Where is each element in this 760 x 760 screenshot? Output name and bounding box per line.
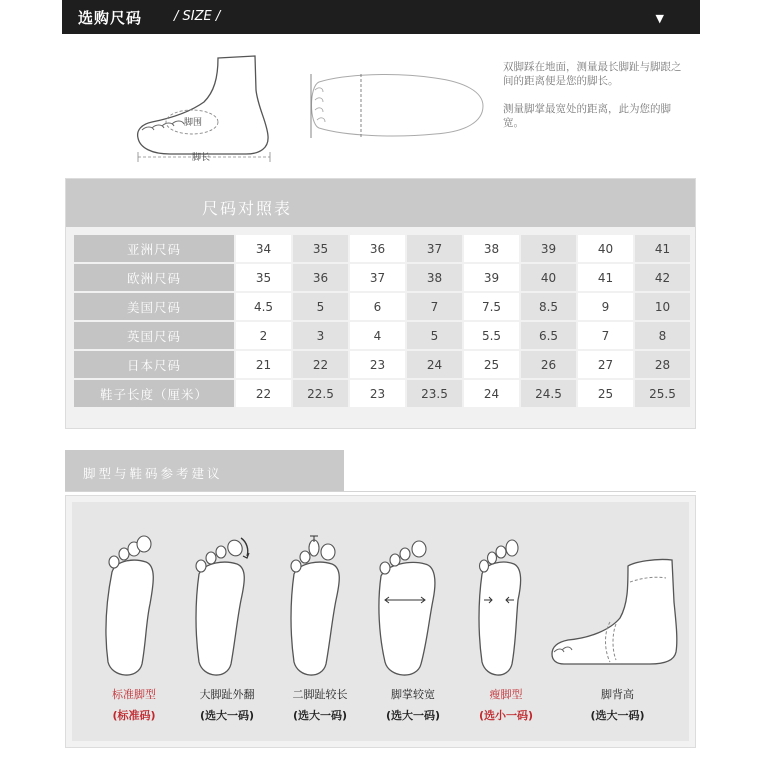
size-table-row bbox=[74, 293, 690, 320]
size-cell: 38 bbox=[464, 235, 519, 262]
size-table-row bbox=[74, 235, 690, 262]
size-cell: 35 bbox=[236, 264, 291, 291]
size-cell: 24.5 bbox=[521, 380, 576, 407]
size-cell: 24 bbox=[464, 380, 519, 407]
size-cell: 8.5 bbox=[521, 293, 576, 320]
size-cell: 40 bbox=[521, 264, 576, 291]
size-cell: 22 bbox=[236, 380, 291, 407]
size-cell: 3 bbox=[293, 322, 348, 349]
size-cell: 36 bbox=[350, 235, 405, 262]
size-row-header: 英国尺码 bbox=[74, 322, 234, 349]
chevron-down-icon[interactable]: ▼ bbox=[655, 12, 664, 25]
size-cell: 7 bbox=[407, 293, 462, 320]
size-table-panel bbox=[65, 178, 696, 429]
size-cell: 41 bbox=[635, 235, 690, 262]
size-cell: 5 bbox=[293, 293, 348, 320]
measure-width-text: 测量脚掌最宽处的距离，此为您的脚宽。 bbox=[503, 103, 671, 129]
foot-type-advice: (选小一码) bbox=[478, 709, 534, 722]
size-table-title: 尺码对照表 bbox=[202, 199, 293, 218]
size-cell: 25 bbox=[578, 380, 633, 407]
foot-type-name: 脚掌较宽 bbox=[391, 688, 435, 701]
foot-top-measure-icon bbox=[305, 66, 490, 144]
standard-foot-icon bbox=[84, 522, 184, 682]
size-cell: 2 bbox=[236, 322, 291, 349]
size-row-header: 亚洲尺码 bbox=[74, 235, 234, 262]
foot-type-advice: (选大一码) bbox=[385, 709, 441, 722]
foot-type-standard bbox=[84, 502, 184, 741]
size-cell: 41 bbox=[578, 264, 633, 291]
size-cell: 22 bbox=[293, 351, 348, 378]
bunion-foot-icon bbox=[177, 522, 277, 682]
foot-type-advice: (选大一码) bbox=[590, 709, 645, 722]
size-cell: 25 bbox=[464, 351, 519, 378]
size-row-header: 美国尺码 bbox=[74, 293, 234, 320]
size-table-row bbox=[74, 322, 690, 349]
size-cell: 9 bbox=[578, 293, 633, 320]
size-row-header: 鞋子长度（厘米） bbox=[74, 380, 234, 407]
size-cell: 7.5 bbox=[464, 293, 519, 320]
size-cell: 25.5 bbox=[635, 380, 690, 407]
size-cell: 23.5 bbox=[407, 380, 462, 407]
size-table-row bbox=[74, 264, 690, 291]
size-cell: 42 bbox=[635, 264, 690, 291]
size-cell: 21 bbox=[236, 351, 291, 378]
size-cell: 39 bbox=[521, 235, 576, 262]
size-cell: 4 bbox=[350, 322, 405, 349]
length-label: 脚长 bbox=[192, 153, 211, 163]
foot-type-name: 二脚趾较长 bbox=[292, 688, 348, 701]
size-table-title-bar bbox=[66, 179, 695, 227]
foot-type-high-instep bbox=[550, 502, 685, 741]
size-chart-table bbox=[72, 233, 692, 409]
size-cell: 7 bbox=[578, 322, 633, 349]
size-row-header: 日本尺码 bbox=[74, 351, 234, 378]
foot-type-inner bbox=[72, 502, 689, 741]
foot-type-name: 瘦脚型 bbox=[489, 688, 523, 701]
foot-type-advice: (标准码) bbox=[112, 709, 156, 722]
high-instep-foot-icon bbox=[550, 522, 685, 682]
foot-type-thin bbox=[456, 502, 556, 741]
size-cell: 10 bbox=[635, 293, 690, 320]
size-cell: 28 bbox=[635, 351, 690, 378]
foot-type-tab bbox=[65, 450, 344, 492]
foot-type-bunion bbox=[177, 502, 277, 741]
size-cell: 4.5 bbox=[236, 293, 291, 320]
size-cell: 24 bbox=[407, 351, 462, 378]
header-bar bbox=[62, 0, 700, 34]
size-cell: 5.5 bbox=[464, 322, 519, 349]
size-cell: 37 bbox=[407, 235, 462, 262]
size-cell: 36 bbox=[293, 264, 348, 291]
foot-type-advice: (选大一码) bbox=[292, 709, 348, 722]
header-title: 选购尺码 bbox=[78, 9, 143, 27]
foot-type-advice: (选大一码) bbox=[199, 709, 255, 722]
thin-foot-icon bbox=[456, 522, 556, 682]
foot-type-title: 脚型与鞋码参考建议 bbox=[83, 466, 223, 481]
size-cell: 22.5 bbox=[293, 380, 348, 407]
long-second-toe-foot-icon bbox=[270, 522, 370, 682]
size-row-header: 欧洲尺码 bbox=[74, 264, 234, 291]
size-cell: 26 bbox=[521, 351, 576, 378]
foot-type-name: 标准脚型 bbox=[112, 688, 156, 701]
girth-label: 脚围 bbox=[184, 118, 203, 128]
size-cell: 8 bbox=[635, 322, 690, 349]
size-cell: 5 bbox=[407, 322, 462, 349]
size-cell: 27 bbox=[578, 351, 633, 378]
measure-length-text: 双脚踩在地面，测量最长脚趾与脚跟之间的距离便是您的脚长。 bbox=[503, 61, 682, 87]
wide-foot-icon bbox=[363, 522, 463, 682]
foot-type-name: 脚背高 bbox=[601, 688, 634, 701]
foot-type-wide bbox=[363, 502, 463, 741]
divider bbox=[65, 491, 696, 492]
size-cell: 40 bbox=[578, 235, 633, 262]
size-table-row bbox=[74, 380, 690, 407]
size-cell: 23 bbox=[350, 351, 405, 378]
foot-type-long-second-toe bbox=[270, 502, 370, 741]
foot-type-name: 大脚趾外翻 bbox=[199, 688, 255, 701]
foot-type-panel bbox=[65, 495, 696, 748]
size-cell: 39 bbox=[464, 264, 519, 291]
header-size-label: / SIZE / bbox=[174, 9, 221, 24]
size-cell: 6.5 bbox=[521, 322, 576, 349]
size-table-row bbox=[74, 351, 690, 378]
size-cell: 6 bbox=[350, 293, 405, 320]
size-cell: 35 bbox=[293, 235, 348, 262]
size-cell: 34 bbox=[236, 235, 291, 262]
size-cell: 38 bbox=[407, 264, 462, 291]
size-cell: 23 bbox=[350, 380, 405, 407]
foot-side-measure-icon bbox=[130, 50, 280, 165]
size-cell: 37 bbox=[350, 264, 405, 291]
